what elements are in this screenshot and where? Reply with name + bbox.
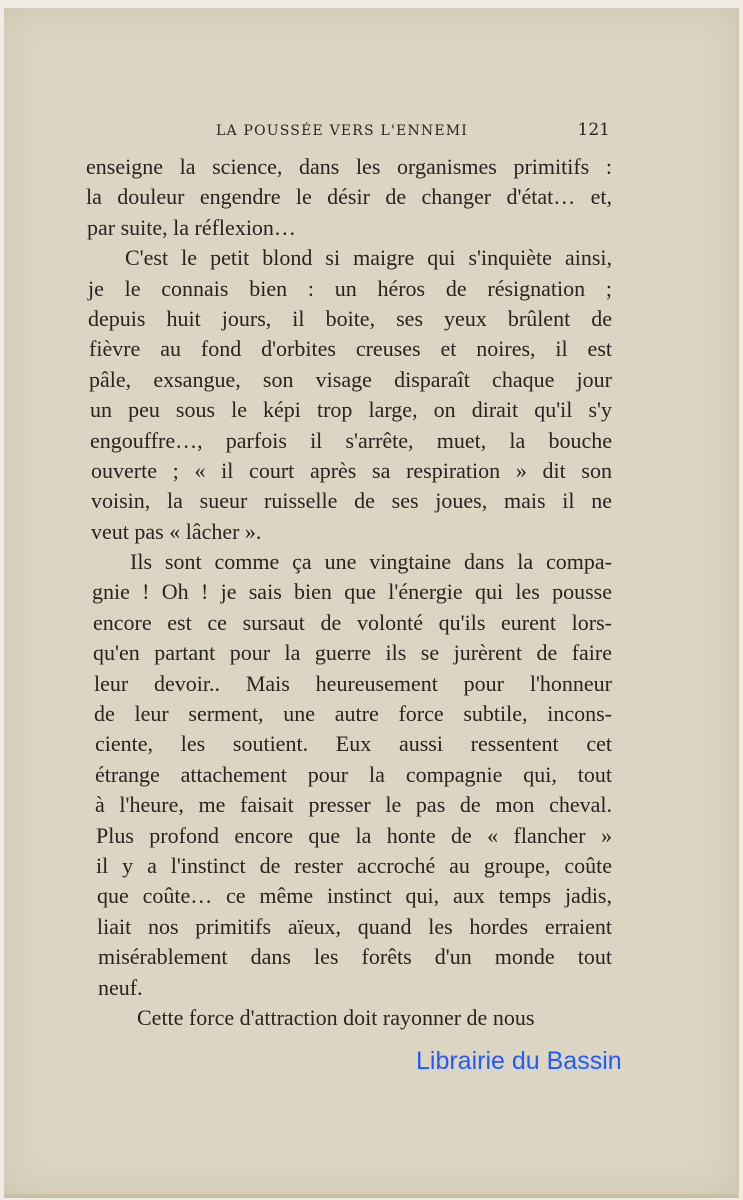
book-page xyxy=(4,8,739,1198)
watermark: Librairie du Bassin xyxy=(416,1047,622,1075)
text-line: à l'heure, me faisait presser le pas de mon cheval. xyxy=(95,792,612,818)
text-line: de leur serment, une autre force subtile, incons- xyxy=(94,701,612,727)
text-line: enseigne la science, dans les organismes primitifs : xyxy=(86,154,612,179)
text-line: que coûte… ce même instinct qui, aux temps jadis, xyxy=(97,883,612,909)
text-line: pâle, exsangue, son visage disparaît chaque jour xyxy=(89,366,612,392)
text-line: un peu sous le képi trop large, on dirait qu'il s'y xyxy=(90,397,612,423)
text-line: ciente, les soutient. Eux aussi ressentent cet xyxy=(95,731,612,757)
text-line: Ils sont comme ça une vingtaine dans la compa- xyxy=(130,549,612,575)
text-line: ouverte ; « il court après sa respiration » dit son xyxy=(91,457,612,483)
text-line: liait nos primitifs aïeux, quand les hordes erraient xyxy=(97,913,612,939)
text-line: depuis huit jours, il boite, ses yeux brûlent de xyxy=(88,305,612,331)
text-line: neuf. xyxy=(98,974,143,1000)
text-line: qu'en partant pour la guerre ils se jurèrent de faire xyxy=(93,640,612,666)
running-title: LA POUSSÉE VERS L'ENNEMI xyxy=(216,123,469,139)
text-line: veut pas « lâcher ». xyxy=(91,518,262,544)
text-line: leur devoir.. Mais heureusement pour l'honneur xyxy=(94,670,612,696)
text-line: fièvre au fond d'orbites creuses et noires, il est xyxy=(89,336,612,362)
text-line: misérablement dans les forêts d'un monde tout xyxy=(98,944,612,970)
text-line: C'est le petit blond si maigre qui s'inquiète ainsi, xyxy=(125,245,612,271)
text-line: engouffre…, parfois il s'arrête, muet, la bouche xyxy=(90,427,612,453)
text-line: gnie ! Oh ! je sais bien que l'énergie qui les pousse xyxy=(92,579,612,605)
page-number: 121 xyxy=(577,120,610,140)
text-line: je le connais bien : un héros de résignation ; xyxy=(88,275,612,301)
text-line: étrange attachement pour la compagnie qui, tout xyxy=(95,761,612,787)
text-line: encore est ce sursaut de volonté qu'ils eurent lors- xyxy=(93,609,612,635)
body-text xyxy=(86,152,612,1033)
text-line: il y a l'instinct de rester accroché au groupe, coûte xyxy=(96,852,612,878)
page-header xyxy=(86,120,610,144)
text-line: par suite, la réflexion… xyxy=(87,214,296,240)
text-line: Cette force d'attraction doit rayonner de nous xyxy=(137,1004,535,1030)
text-line: Plus profond encore que la honte de « flancher » xyxy=(96,822,612,848)
text-line: voisin, la sueur ruisselle de ses joues, mais il ne xyxy=(91,488,612,514)
text-line: la douleur engendre le désir de changer d'état… et, xyxy=(86,184,612,210)
